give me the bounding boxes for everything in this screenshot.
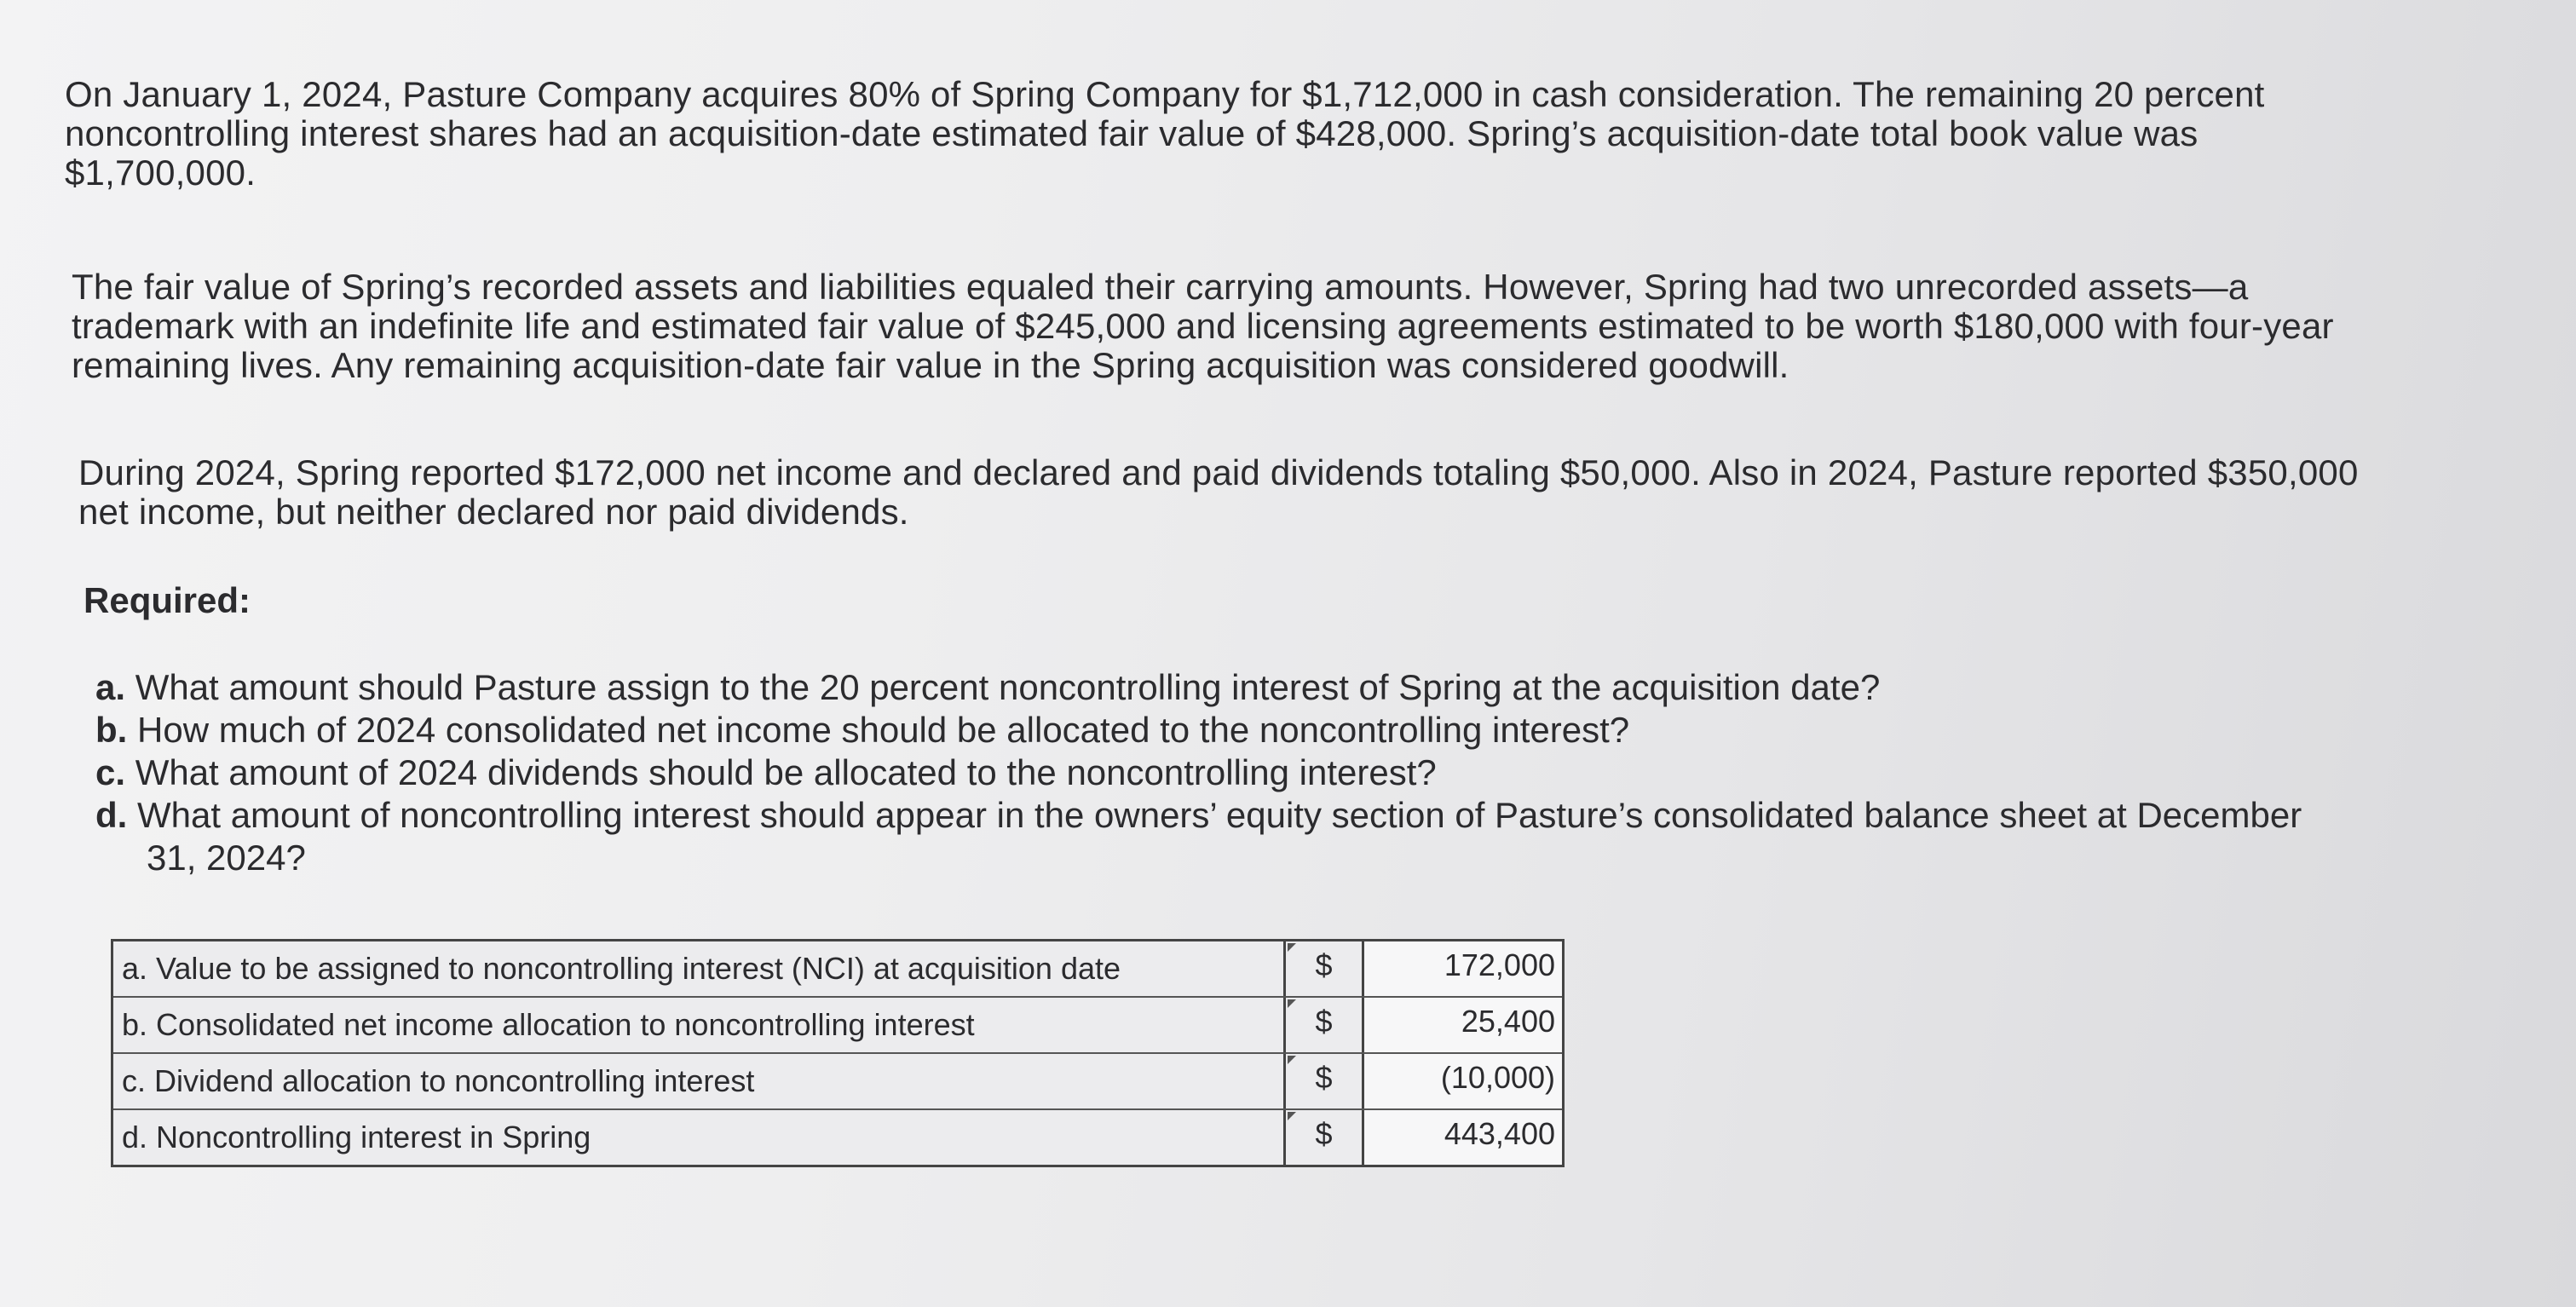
answer-row-a (113, 941, 1562, 998)
required-item-b (95, 709, 2354, 751)
required-letter-d: d. (95, 795, 128, 835)
answer-label-b: b. Consolidated net income allocation to noncontrolling interest (113, 998, 1286, 1052)
required-heading: Required: (84, 580, 251, 620)
answer-input-c[interactable]: (10,000) (1364, 1054, 1562, 1108)
answer-input-b[interactable]: 25,400 (1364, 998, 1562, 1052)
required-letter-a: a. (95, 667, 126, 707)
answer-table (111, 939, 1565, 1167)
answer-label-c: c. Dividend allocation to noncontrolling interest (113, 1054, 1286, 1108)
required-list (95, 666, 2354, 879)
required-item-d (95, 794, 2354, 879)
required-text-b: How much of 2024 consolidated net income should be allocated to the noncontrolling interest? (137, 710, 1630, 750)
required-text-d: What amount of noncontrolling interest should appear in the owners’ equity section of Pasture’s consolidated balance sheet at December 31, 2024? (137, 795, 2302, 878)
intro-paragraph: On January 1, 2024, Pasture Company acquires 80% of Spring Company for $1,712,000 in cash consideration. The remaining 20 percent noncontrolling interest shares had an acquisition-date estimated fair value of $428,000. Spring’s acquisition-date total book value was $1,700,000. (65, 74, 2265, 193)
required-item-c (95, 751, 2354, 794)
income-paragraph: During 2024, Spring reported $172,000 net income and declared and paid dividends totaling $50,000. Also in 2024, Pasture reported $350,000 net income, but neither declared nor paid dividends. (78, 452, 2359, 532)
required-letter-c: c. (95, 752, 126, 792)
required-item-a (95, 666, 2354, 709)
currency-symbol-a: $ (1286, 941, 1364, 996)
required-text-a: What amount should Pasture assign to the 20 percent noncontrolling interest of Spring at the acquisition date? (135, 667, 1881, 707)
answer-row-c (113, 1054, 1562, 1110)
answer-row-b (113, 998, 1562, 1054)
currency-symbol-c: $ (1286, 1054, 1364, 1108)
required-text-c: What amount of 2024 dividends should be allocated to the noncontrolling interest? (135, 752, 1437, 792)
answer-input-a[interactable]: 172,000 (1364, 941, 1562, 996)
answer-label-a: a. Value to be assigned to noncontrolling interest (NCI) at acquisition date (113, 941, 1286, 996)
required-letter-b: b. (95, 710, 128, 750)
answer-input-d[interactable]: 443,400 (1364, 1110, 1562, 1165)
answer-row-d (113, 1110, 1562, 1165)
answer-label-d: d. Noncontrolling interest in Spring (113, 1110, 1286, 1165)
fair-value-paragraph: The fair value of Spring’s recorded assets and liabilities equaled their carrying amounts. However, Spring had two unrecorded assets—a trademark with an indefinite life and estimated fair value of $245,000 and licensing agreements estimated to be worth $180,000 with four-year remaining lives. Any remaining acquisition-date fair value in the Spring acquisition was considered goodwill. (72, 267, 2334, 385)
currency-symbol-b: $ (1286, 998, 1364, 1052)
currency-symbol-d: $ (1286, 1110, 1364, 1165)
